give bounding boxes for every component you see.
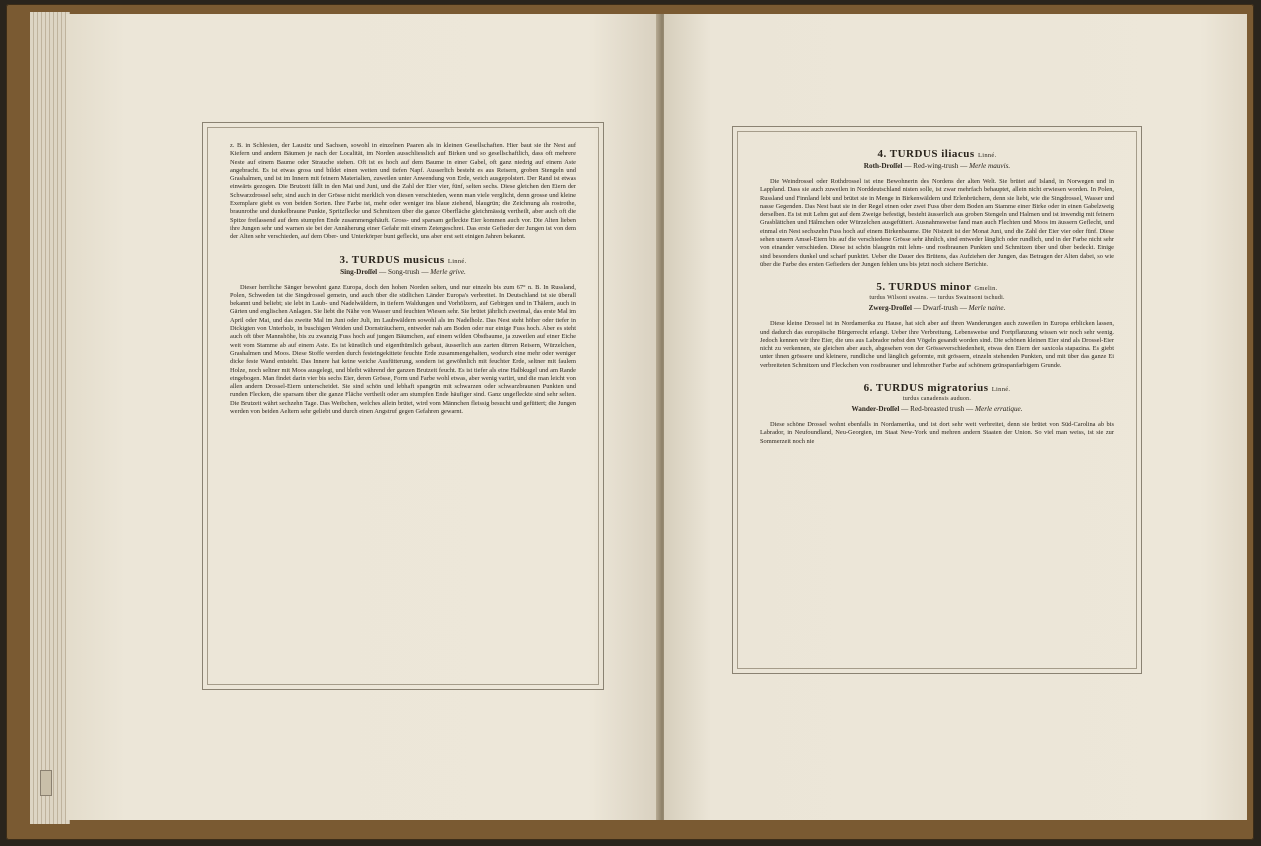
left-page (66, 14, 660, 820)
french-name: Merle erratique. (975, 405, 1023, 414)
english-name: Dwarf-trush (922, 304, 958, 313)
section-author: Linné. (977, 152, 997, 159)
continuation-paragraph: z. B. in Schlesien, der Lausitz und Sachsen, sowohl in einzelnen Paaren als in kleinen Gesellschaften. Hier baut sie ihr Nest auf Kiefern und andern Bäumen je nach der Localität, im Norden ausschliesslich auf Birken und so gesellschaftlich, dass oft mehrere Neste auf einem Baume oder Strauche stehen. Oft ist es hoch auf dem Baume in einer Gabel, oft ganz niedrig auf einem Aste angebracht. Es ist etwas gross und bildet einen weiten und tiefen Napf. Ausserlich besteht es aus Reisern, groben Stengeln und Grashalmen, und ist im Innern mit feinern Materialien, zuweilen unter Anwendung von Erde, weich ausgepolstert. Der Rand ist etwas einwärts gezogen. Die Brutzeit fällt in den Mai und Juni, und die Zahl der Eier vier, fünf, selten sechs. Diese gleichen den Eiern der Schwarzdrossel sehr, sind auch in der Grösse nicht merklich von diesen verschieden, wenn man viele verglicht, denn grosse und kleine Exemplare giebt es von beiden Sorten. Ihre Farbe ist, mehr oder weniger ins blaue ziehend, blaugrün; die Zeichnung als rostrothe, braunrothe und dunkelbraune Punkte, Spritzflecke und Schmitzen über die ganze Oberfläche gleichmässig vertheilt, aber auch oft die Spitze freilassend auf dem stumpfen Ende zusammengehäuft. Gross- und sparsam gefleckte Eier kommen auch vor. Die Alten lieben ihre Jungen sehr und warnen sie bei der Annäherung einer Gefahr mit einem Zetergeschrei. Das erste Gefieder der Jungen ist von dem der Alten sehr verschieden, auf dem Ober- und Unterkörper bunt gefleckt, uns aber erst seit einigen Jahren bekannt. (230, 142, 576, 241)
french-name: Merle mauvis. (969, 162, 1011, 170)
common-names-line (760, 405, 1114, 413)
french-name: Merle naine. (968, 304, 1006, 313)
german-name: Wander-Droſſel (851, 405, 900, 414)
common-names-line (760, 304, 1114, 312)
page-edges (30, 12, 70, 824)
right-text-block (737, 131, 1137, 669)
section-paragraph: Diese schöne Drossel wohnt ebenfalls in Nordamerika, und ist dort sehr weit verbreitet, denn sie brütet von Süd-Carolina ab bis Labrador, in Neufoundland, Neu-Georgien, im Staat New-York und mehren andern Staaten der Union. So viel man weiss, ist sie zur Sommerzeit noch nie (760, 421, 1114, 445)
section-title: 5. TURDUS minor (876, 281, 972, 294)
right-page (664, 14, 1247, 820)
german-name: Sing-Droſſel (340, 267, 378, 276)
synonyms-line: turdus canadensis auduon. (902, 396, 972, 403)
dash: — (966, 405, 976, 414)
left-text-frame (202, 122, 604, 690)
section-heading-turdus-iliacus (760, 148, 1114, 160)
synonyms-line: turdus Wilsoni swains. — turdus Swainsoni tschudi. (869, 295, 1005, 302)
dash: — (421, 267, 431, 276)
english-name: Song-trush (387, 267, 420, 276)
dash: — (904, 162, 914, 170)
section-paragraph: Dieser herrliche Sänger bewohnt ganz Europa, doch den hohen Norden selten, und nur einzeln bis zum 67° n. B. In Russland, Polen, Schweden ist die Singdrossel gemein, und auch über die südlichen Länder Europa's verbreitet. In Deutschland ist sie überall bekannt und beliebt; sie lebt in Laub- und Nadelwäldern, in tiefern Waldungen und Vorhölzern, auf Gebirgen und in Thälern, auch in Gärten und englischen Anlagen. Sie liebt die Nähe von Wasser und feuchten Wiesen sehr. Sie brütet jährlich zweimal, das erste Mal im April oder Mai, und das zweite Mal im Juni oder Juli, im Laubwäldern sowohl als im Nadelholz. Das Nest steht höher oder tiefer in Dickigten von Unterholz, in buschigen Weiden und Dornsträuchern, entweder nah am Boden oder nur einige Fuss hoch. Aber es steht auch oft über Mannshöhe, bis zu zwanzig Fuss hoch auf jungen Bäumchen, auf einem wilden Obstbaume, ja zuweilen auf einer Eiche weit vom Stamme ab auf einem Aste. Es ist künstlich und eigenthümlich gebaut, äusserlich aus zarten dürren Reisern, Würzelchen, Grashalmen und Moos. Diese Stoffe werden durch festeingekittete feuchte Erde zusammengehalten, wodurch eine mehr oder weniger dicke feste Wand entsteht. Das Innere hat keine weiche Ausfütterung, sondern ist gewöhnlich mit feuchter Erde, seltner mit faulem Holze, noch seltner mit Moos ausgelegt, und bleibt während der ganzen Brutzeit feucht. Es ist tiefer als eine Halbkugel und am Rande eingebogen. Man findet darin vier bis sechs Eier, deren Grösse, Form und Farbe wohl etwas, aber wenig variirt, und die man leicht von allen andern Drossel-Eiern unterscheidet. Sie sind schön und lebhaft spangrün mit schwarzen oder schwarzbraunen Punkten und runden Flecken, die sparsam über die ganze Fläche vertheilt oder am stumpfen Ende häufiger sind. Ganz ungefleckte sind sehr selten. Die Brutzeit währt sechzehn Tage. Das Weibchen, welches allein brütet, wird vom Männchen fleissig besucht und gefüttert; die Jungen werden von beiden Aeltern sehr geliebt und durch einen Angstruf gegen Gefahren gewarnt. (230, 283, 576, 416)
german-name: Zwerg-Droſſel (868, 304, 912, 313)
dash: — (378, 267, 388, 276)
dash: — (901, 405, 911, 414)
dash: — (913, 304, 923, 313)
english-name: Red-wing-trush (913, 162, 959, 170)
common-names-line (760, 162, 1114, 170)
section-author: Gmelin. (974, 285, 998, 293)
section-author: Linné. (447, 257, 467, 265)
section-paragraph: Diese kleine Drossel ist in Nordamerika zu Hause, hat sich aber auf ihren Wanderungen auch zuweilen in Europa erblicken lassen, und dadurch das europäische Bürgerrecht erlangt. Ueber ihre Verbreitung, Lebensweise und Fortpflanzung wissen wir noch sehr wenig. Jedoch kennen wir ihre Eier, die uns aus Labrador nebst den Vögeln gesandt worden sind. Die schönen kleinen Eier sind als Drossel-Eier nicht zu verkennen, sie gleichen aber auch, abgesehen von der Grösseverschiedenheit, etwas den Eiern der saxicola stapazina. Es giebt unter ihnen grössere und kleinere, rundliche und länglich geformte, mit grössern, einzeln stehenden Punkten, und mit über das ganze Ei verbreiteten Schmitzen und Fleckchen von rostbrauner und lehmrother Farbe auf schönem grünspanfarbigem Grunde. (760, 320, 1114, 369)
common-names-line (230, 268, 576, 276)
dash: — (959, 304, 969, 313)
section-title: 6. TURDUS migratorius (863, 382, 989, 395)
thumb-index-tab (40, 770, 52, 796)
right-text-frame (732, 126, 1142, 674)
dash: — (960, 162, 970, 170)
section-paragraph: Die Weindrossel oder Rothdrossel ist eine Bewohnerin des Nordens der alten Welt. Sie brütet auf Island, in Norwegen und in Lappland. Dass sie auch zuweilen in Norddeutschland nisten solle, ist zwar mehrfach behauptet, allein nicht erwiesen worden. In Polen, Russland und Finnland lebt und brütet sie in Menge in Birkenwäldern und Erlenbrüchern, denn sie liebt, wie die Singdrossel, Wasser und nasse Gegenden. Das Nest baut sie in der Regel einen oder zwei Fuss über dem Boden am Stamme einer Birke oder in einen Gabelzweig derselben. Es ist mit Lehm gut auf dem Zweige befestigt, besteht äusserlich aus groben Stengeln und Halmen und ist inwendig mit feinern Grasblättchen und Hälmchen oder Würzelchen ausgefüttert. Ausnahmsweise fand man auch Flechten und Moos im äussern Geflecht, und einmal ein Nest sechszehn Fuss hoch auf einem Birkenbaume. Die Nistzeit ist der Monat Juni, und die Zahl der Eier vier oder fünf. Diese sehen unsern Amsel-Eiern bis auf die verschiedene Grösse sehr ähnlich, sind entweder länglich oder rundlich, und in der Farbe nicht sehr von einander verschieden. Diese ist schön blaugrün mit lehm- und rostbraunen Punkten und Schmitzen über und über bedeckt. Einige sind besonders dunkel und scharf punktirt. Ueber die Dauer des Brütens, das Aufziehen der Jungen, das Betragen der Alten dabei, so wie über die Farbe des ersten Gefieders der Jungen fehlen uns bis jetzt noch sichere Berichte. (760, 178, 1114, 268)
english-name: Red-breasted trush (910, 405, 965, 414)
section-heading-turdus-minor (760, 281, 1114, 293)
section-heading-turdus-musicus (230, 254, 576, 266)
french-name: Merle grive. (430, 267, 466, 276)
section-title: 4. TURDUS iliacus (877, 148, 975, 160)
german-name: Roth-Droſſel (863, 162, 903, 170)
section-author: Linné. (991, 386, 1011, 394)
section-heading-turdus-migratorius (760, 382, 1114, 394)
left-text-block (207, 127, 599, 685)
section-title: 3. TURDUS musicus (339, 253, 445, 266)
